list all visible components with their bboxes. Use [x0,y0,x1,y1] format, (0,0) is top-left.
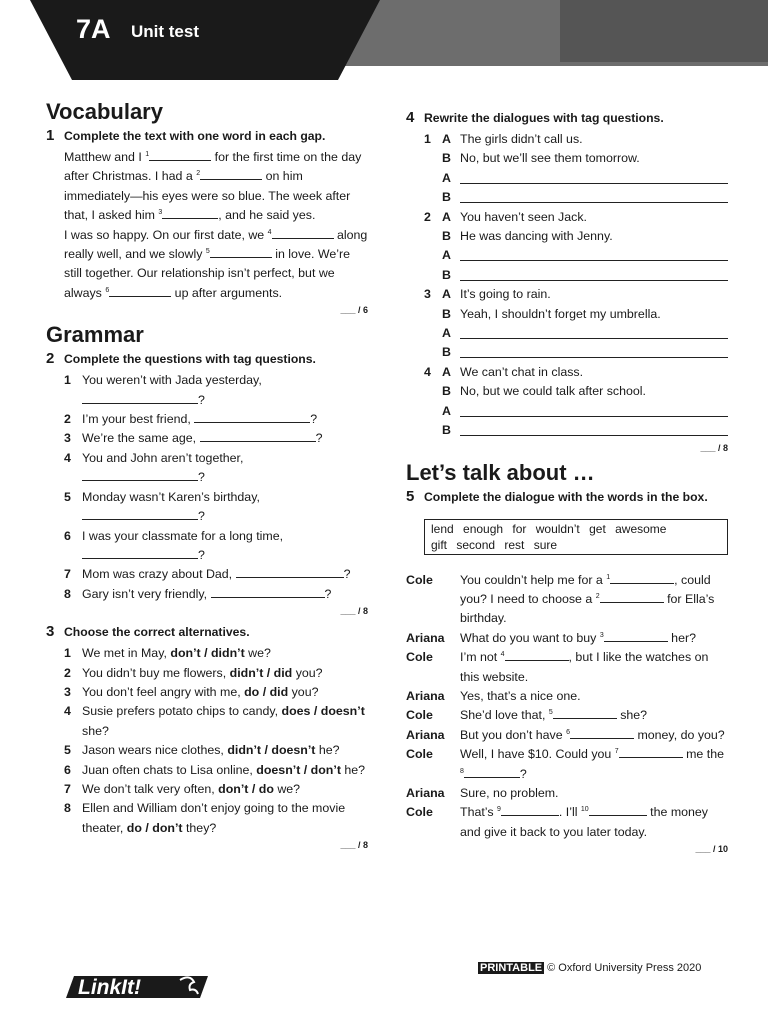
list-item: 5 Jason wears nice clothes, didn’t / doesn’t he? [64,743,340,758]
gap-4[interactable] [272,227,334,239]
list-item: 8 Gary isn’t very friendly, ? [64,586,332,601]
gap-3[interactable] [162,207,218,219]
gap-5[interactable] [553,707,617,719]
conversation [406,571,728,843]
answer-blank[interactable] [82,392,198,404]
gap-1[interactable] [610,572,674,584]
option-b[interactable]: did [269,684,289,699]
gap-4[interactable] [505,649,569,661]
list-item: 1 We met in May, don’t / didn’t we? [64,646,271,661]
exercise-1-score: ___ / 6 [340,305,368,316]
exercise-4-instruction: 4 Rewrite the dialogues with tag questions. [406,109,664,126]
answer-line[interactable] [460,325,728,339]
answer-line[interactable] [460,170,728,184]
dialogue-line: Ariana Yes, that’s a nice one. [406,688,581,703]
list-item: 4 You and John aren’t together, ? [64,450,244,485]
list-item: 5 Monday wasn’t Karen’s birthday, ? [64,489,260,524]
gap-7[interactable] [619,746,683,758]
logo-text: LinkIt! [78,976,141,999]
list-item: 7 Mom was crazy about Dad, ? [64,567,351,582]
right-column [406,108,728,860]
gap-6[interactable] [570,727,634,739]
exercise-5-score: ___ / 10 [695,844,728,855]
gap-10[interactable] [589,804,647,816]
list-item: 2 You didn’t buy me flowers, didn’t / did you? [64,665,323,680]
word-box: lend enough for wouldn’t get awesome gift second rest sure [424,519,728,555]
list-item: 8 Ellen and William don’t enjoy going to the movie theater, do / don’t they? [64,801,346,835]
grammar-heading: Grammar [46,322,144,348]
dialogue-line: Ariana Sure, no problem. [406,785,559,800]
option-a[interactable]: does [281,704,311,719]
answer-blank[interactable] [82,547,198,559]
answer-line[interactable] [460,403,728,417]
dialogue-line: Cole Well, I have $10. Could you $^7$ me the $^8$ ? [406,747,724,781]
vocabulary-heading: Vocabulary [46,99,163,124]
exercise-1-text: Matthew and I $^1$ for the first time on the day after Christmas. I had a $^2$ on him immediately—his eyes were so blue. The week after that, I asked him $^3$ , and he said yes. I was so happy. On our first date, we $^4$ along really well, and we slowly $^5$ in love. We’re still together. Our relationship isn’t perfect, but we always $^6$ up after arguments. [64,150,368,300]
list-item: 6 I was your classmate for a long time, ? [64,528,284,562]
exercise-2-list [46,371,368,604]
exercise-2-score: ___ / 8 [340,606,368,617]
left-column [46,98,368,856]
gap-5[interactable] [210,246,272,258]
unit-code: 7A [76,14,111,44]
dialogue-1: 1 A The girls didn’t call us. B No, but we’ll see them tomorrow. A B [406,130,728,208]
dialogue-line: Cole She’d love that, $^5$ she? [406,708,648,723]
answer-blank[interactable] [211,586,325,598]
dialogue-line: Cole I’m not $^4$ , but I like the watches on this website. [406,650,709,684]
dialogue-line: Ariana But you don’t have $^6$ money, do you? [406,727,725,742]
dialogue-2: 2 A You haven’t seen Jack. B He was dancing with Jenny. A B [406,208,728,286]
answer-line[interactable] [460,422,728,436]
option-a[interactable]: don’t [170,646,201,661]
list-item: 6 Juan often chats to Lisa online, doesn’t / don’t he? [64,762,366,777]
gap-9[interactable] [501,804,559,816]
answer-blank[interactable] [236,566,344,578]
list-item: 3 We’re the same age, ? [64,431,323,446]
exercise-3-list [46,644,368,838]
gap-2[interactable] [600,591,664,603]
dialogue-line: Cole That’s $^9$ . I’ll $^{10}$ the money and give it back to you later today. [406,805,709,839]
dialogue-line: Cole You couldn’t help me for a $^1$ , could you? I need to choose a $^2$ for Ella’s birthday. [406,572,715,626]
answer-blank[interactable] [82,508,198,520]
exercise-4-score: ___ / 8 [700,442,728,453]
gap-6[interactable] [109,285,171,297]
answer-line[interactable] [460,267,728,281]
option-a[interactable]: don’t [218,781,249,796]
list-item: 2 I’m your best friend, ? [64,412,318,427]
exercise-2-instruction: 2 Complete the questions with tag questions. [46,350,316,368]
exercise-3-score: ___ / 8 [340,840,368,851]
unit-title: Unit test [131,22,199,41]
answer-blank[interactable] [82,469,198,481]
dialogue-line: Ariana What do you want to buy $^3$ her? [406,630,696,645]
list-item: 4 Susie prefers potato chips to candy, does / doesn’t she? [64,704,365,738]
gap-1[interactable] [149,149,211,161]
option-b[interactable]: didn’t [210,646,245,661]
option-a[interactable]: doesn’t [256,762,301,777]
option-b[interactable]: doesn’t [271,743,316,758]
answer-blank[interactable] [200,430,316,442]
gap-8[interactable] [464,766,520,778]
option-b[interactable]: do [258,781,274,796]
exercise-5-instruction: 5 Complete the dialogue with the words in the box. [406,487,708,505]
option-b[interactable]: did [273,665,293,680]
lets-talk-heading: Let’s talk about … [406,459,595,485]
dialogue-4: 4 A We can’t chat in class. B No, but we could talk after school. A B [406,363,728,441]
list-item: 7 We don’t talk very often, don’t / do we? [64,781,301,796]
exercise-3-instruction: 3 Choose the correct alternatives. [46,623,250,641]
option-a[interactable]: do [244,684,260,699]
answer-blank[interactable] [194,411,310,423]
linkit-logo-icon [60,972,210,1000]
answer-line[interactable] [460,247,728,261]
option-a[interactable]: didn’t [229,665,264,680]
answer-line[interactable] [460,189,728,203]
option-b[interactable]: doesn’t [320,704,365,719]
printable-badge: PRINTABLE [480,962,543,974]
list-item: 3 You don’t feel angry with me, do / did you? [64,684,319,699]
header-dark-band [560,0,768,62]
list-item: 1 You weren’t with Jada yesterday, ? [64,373,262,407]
option-a[interactable]: didn’t [227,743,262,758]
option-b[interactable]: don’t [152,820,183,835]
option-a[interactable]: do [126,820,142,835]
exercise-1-instruction: 1 Complete the text with one word in each gap. [46,127,326,144]
dialogue-3: 3 A It’s going to rain. B Yeah, I shouldn’t forget my umbrella. A B [406,285,728,363]
answer-line[interactable] [460,344,728,358]
copyright: PRINTABLE © Oxford University Press 2020 [480,962,702,974]
option-b[interactable]: don’t [310,762,341,777]
linkit-logo [60,972,210,1005]
gap-2[interactable] [200,168,262,180]
gap-3[interactable] [604,630,668,642]
